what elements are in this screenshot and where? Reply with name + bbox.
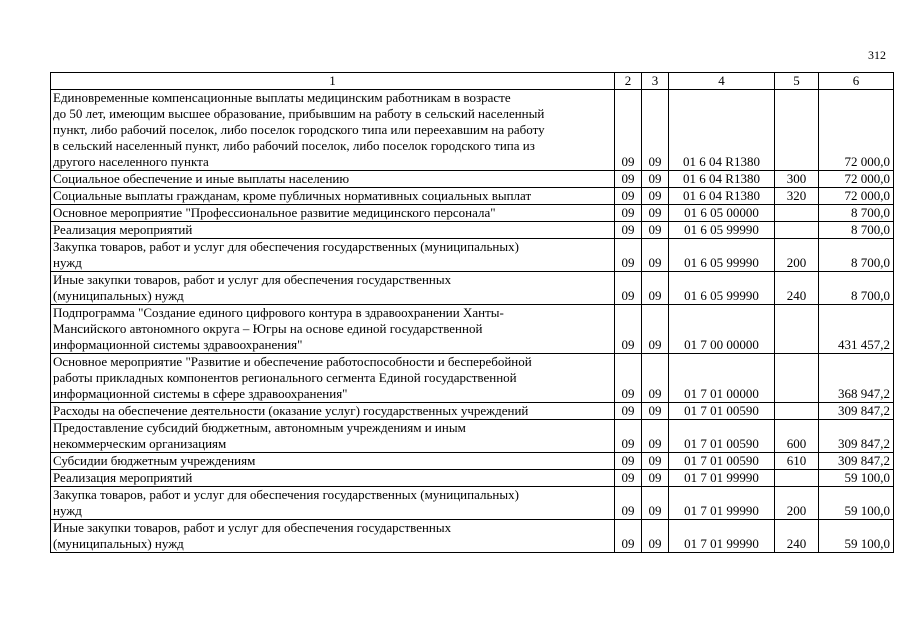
row-name-cell [51,188,615,205]
row-name-cell [51,487,615,520]
row-expense-type-cell: 600 [775,420,819,453]
page-number: 312 [868,48,886,62]
row-expense-type-cell: 240 [775,520,819,553]
row-expense-type-cell [775,354,819,403]
table-row [51,90,894,171]
row-section-cell: 09 [615,305,642,354]
row-subsection-cell: 09 [642,453,669,470]
row-name-cell [51,90,615,171]
row-subsection-cell: 09 [642,520,669,553]
budget-table [50,72,894,553]
row-name-line: Иные закупки товаров, работ и услуг для обеспечения государственных [53,272,452,287]
row-target-article-cell: 01 6 05 99990 [669,222,775,239]
row-amount-cell: 309 847,2 [819,453,894,470]
row-section-cell: 09 [615,188,642,205]
row-amount-cell: 59 100,0 [819,520,894,553]
row-expense-type-cell [775,222,819,239]
row-name-line: Социальное обеспечение и иные выплаты населению [53,171,350,186]
row-expense-type-cell [775,305,819,354]
row-section-cell: 09 [615,453,642,470]
table-row [51,487,894,520]
row-name-cell [51,453,615,470]
row-name-line: Субсидии бюджетным учреждениям [53,453,256,468]
table-row [51,239,894,272]
row-section-cell: 09 [615,403,642,420]
row-name-cell [51,305,615,354]
row-subsection-cell: 09 [642,420,669,453]
row-name-line: Единовременные компенсационные выплаты медицинским работникам в возрасте [53,90,511,105]
row-expense-type-cell [775,205,819,222]
row-target-article-cell: 01 7 01 99990 [669,470,775,487]
row-section-cell: 09 [615,354,642,403]
table-row [51,520,894,553]
table-row [51,188,894,205]
row-amount-cell: 309 847,2 [819,403,894,420]
header-cell-3: 3 [642,73,669,90]
row-name-line: информационной системы в сфере здравоохранения" [53,386,348,401]
row-subsection-cell: 09 [642,354,669,403]
row-section-cell: 09 [615,520,642,553]
row-name-line: нужд [53,255,82,270]
row-name-line: Основное мероприятие "Профессиональное развитие медицинского персонала" [53,205,496,220]
table-row [51,354,894,403]
row-name-line: (муниципальных) нужд [53,288,184,303]
table-row [51,470,894,487]
table-row [51,453,894,470]
row-name-line: (муниципальных) нужд [53,536,184,551]
row-target-article-cell: 01 7 00 00000 [669,305,775,354]
row-name-line: нужд [53,503,82,518]
row-amount-cell: 309 847,2 [819,420,894,453]
row-section-cell: 09 [615,205,642,222]
row-subsection-cell: 09 [642,305,669,354]
row-subsection-cell: 09 [642,239,669,272]
row-name-cell [51,205,615,222]
row-name-line: Закупка товаров, работ и услуг для обеспечения государственных (муниципальных) [53,487,519,502]
row-amount-cell: 8 700,0 [819,205,894,222]
row-amount-cell: 8 700,0 [819,222,894,239]
row-name-line: некоммерческим организациям [53,436,227,451]
row-name-line: Иные закупки товаров, работ и услуг для обеспечения государственных [53,520,452,535]
row-target-article-cell: 01 6 04 R1380 [669,188,775,205]
header-cell-2: 2 [615,73,642,90]
row-subsection-cell: 09 [642,222,669,239]
table-row [51,171,894,188]
row-name-line: пункт, либо рабочий поселок, либо поселок городского типа или переехавшим на работу [53,122,545,137]
table-row [51,403,894,420]
row-name-line: Мансийского автономного округа – Югры на основе единой государственной [53,321,483,336]
header-cell-6: 6 [819,73,894,90]
row-amount-cell: 72 000,0 [819,171,894,188]
row-target-article-cell: 01 7 01 00590 [669,403,775,420]
row-section-cell: 09 [615,222,642,239]
row-name-line: Предоставление субсидий бюджетным, автономным учреждениям и иным [53,420,466,435]
row-amount-cell: 72 000,0 [819,188,894,205]
row-section-cell: 09 [615,470,642,487]
row-name-cell [51,520,615,553]
row-name-line: информационной системы здравоохранения" [53,337,303,352]
row-name-line: Основное мероприятие "Развитие и обеспечение работоспособности и бесперебойной [53,354,532,369]
row-target-article-cell: 01 7 01 99990 [669,487,775,520]
row-amount-cell: 431 457,2 [819,305,894,354]
row-amount-cell: 8 700,0 [819,272,894,305]
row-expense-type-cell: 300 [775,171,819,188]
row-subsection-cell: 09 [642,205,669,222]
row-subsection-cell: 09 [642,403,669,420]
row-name-line: Закупка товаров, работ и услуг для обеспечения государственных (муниципальных) [53,239,519,254]
table-body [51,90,894,553]
row-name-cell [51,171,615,188]
row-target-article-cell: 01 7 01 00590 [669,453,775,470]
row-expense-type-cell: 610 [775,453,819,470]
row-target-article-cell: 01 7 01 99990 [669,520,775,553]
row-subsection-cell: 09 [642,188,669,205]
row-section-cell: 09 [615,272,642,305]
header-row [51,73,894,90]
row-subsection-cell: 09 [642,171,669,188]
row-name-cell [51,403,615,420]
row-section-cell: 09 [615,171,642,188]
row-name-line: Реализация мероприятий [53,222,193,237]
row-expense-type-cell [775,403,819,420]
row-amount-cell: 72 000,0 [819,90,894,171]
row-expense-type-cell [775,470,819,487]
row-name-line: Социальные выплаты гражданам, кроме публичных нормативных социальных выплат [53,188,532,203]
row-subsection-cell: 09 [642,90,669,171]
row-subsection-cell: 09 [642,272,669,305]
row-amount-cell: 59 100,0 [819,470,894,487]
row-section-cell: 09 [615,420,642,453]
row-name-line: Подпрограмма "Создание единого цифрового контура в здравоохранении Ханты- [53,305,504,320]
row-expense-type-cell: 200 [775,239,819,272]
row-expense-type-cell: 200 [775,487,819,520]
row-section-cell: 09 [615,487,642,520]
row-target-article-cell: 01 6 04 R1380 [669,90,775,171]
table-row [51,420,894,453]
row-name-line: до 50 лет, имеющим высшее образование, прибывшим на работу в сельский населенный [53,106,545,121]
header-cell-1: 1 [51,73,615,90]
row-name-line: Реализация мероприятий [53,470,193,485]
row-name-line: работы прикладных компонентов регионального сегмента Единой государственной [53,370,517,385]
row-name-line: Расходы на обеспечение деятельности (оказание услуг) государственных учреждений [53,403,529,418]
row-name-cell [51,272,615,305]
row-name-cell [51,470,615,487]
table-row [51,222,894,239]
header-cell-4: 4 [669,73,775,90]
header-cell-5: 5 [775,73,819,90]
row-name-cell [51,420,615,453]
row-target-article-cell: 01 6 04 R1380 [669,171,775,188]
row-amount-cell: 59 100,0 [819,487,894,520]
row-name-cell [51,354,615,403]
row-subsection-cell: 09 [642,470,669,487]
row-name-line: в сельский населенный пункт, либо рабочий поселок, либо поселок городского типа из [53,138,535,153]
table-row [51,305,894,354]
row-target-article-cell: 01 6 05 00000 [669,205,775,222]
row-expense-type-cell [775,90,819,171]
row-amount-cell: 8 700,0 [819,239,894,272]
row-target-article-cell: 01 7 01 00000 [669,354,775,403]
row-target-article-cell: 01 7 01 00590 [669,420,775,453]
row-section-cell: 09 [615,239,642,272]
row-amount-cell: 368 947,2 [819,354,894,403]
row-expense-type-cell: 320 [775,188,819,205]
row-name-cell [51,239,615,272]
row-name-line: другого населенного пункта [53,154,209,169]
table-row [51,205,894,222]
row-section-cell: 09 [615,90,642,171]
row-expense-type-cell: 240 [775,272,819,305]
row-subsection-cell: 09 [642,487,669,520]
row-name-cell [51,222,615,239]
table-row [51,272,894,305]
row-target-article-cell: 01 6 05 99990 [669,272,775,305]
row-target-article-cell: 01 6 05 99990 [669,239,775,272]
